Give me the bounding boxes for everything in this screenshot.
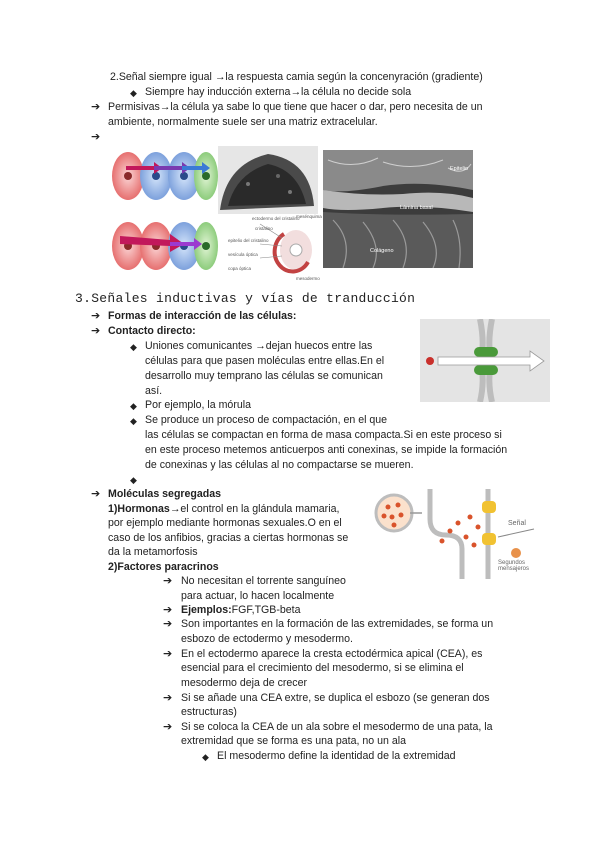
gap-junction-line-4: así. bbox=[145, 385, 163, 397]
paracrine-item-6-line-1: Si se coloca la CEA de un ala sobre el mesodermo de una pata, la bbox=[181, 721, 493, 733]
forms-heading: Formas de interacción de las células: bbox=[108, 310, 297, 322]
hormones-label: 1)Hormonas bbox=[108, 503, 170, 515]
arrow-bullet-icon: ➔ bbox=[91, 100, 101, 113]
compaction-line-1: Se produce un proceso de compactación, en el que bbox=[145, 414, 388, 426]
signal-label: Señal bbox=[508, 520, 526, 527]
hormones-line-1 bbox=[108, 502, 339, 517]
hormones-line-4: da la metamorfosis bbox=[108, 546, 198, 558]
label-ectoderm-lens: ectodermo del cristalino bbox=[252, 216, 300, 221]
hormones-line-2: por ejemplo mediante hormonas sexuales.O en el bbox=[108, 517, 342, 529]
mesoderm-identity-note: El mesodermo define la identidad de la extremidad bbox=[217, 750, 456, 762]
intro-line-3: Permisivas→la célula ya sabe lo que tiene que hacer o dar, pero necesita de un bbox=[108, 101, 483, 113]
paracrine-item-1-line-2: para actuar, lo hacen localmente bbox=[181, 590, 335, 602]
paracrine-item-3-line-1: Son importantes en la formación de las extremidades, se forma un bbox=[181, 618, 494, 630]
label-mesoderm: mesodermo bbox=[296, 276, 320, 281]
bullet-diamond-icon: ◆ bbox=[130, 402, 137, 412]
label-lens-epithelium: epitelio del cristalino bbox=[228, 238, 269, 243]
arrow-bullet-icon: ➔ bbox=[163, 647, 173, 660]
intro-line-1: 2.Señal siempre igual →la respuesta camia según la concenyración (gradiente) bbox=[110, 71, 483, 83]
induction-cells-figure bbox=[110, 146, 218, 286]
arrow-bullet-icon: ➔ bbox=[163, 691, 173, 704]
compaction-line-3: en este proceso metemos anticuerpos anti conexinas, se impide la formación bbox=[145, 444, 508, 456]
paracrine-item-1-line-1: No necesitan el torrente sanguíneo bbox=[181, 575, 346, 587]
paracrine-item-5-line-1: Si se añade una CEA extre, se duplica el esbozo (se generan dos bbox=[181, 692, 490, 704]
gap-junction-figure bbox=[420, 319, 550, 402]
paracrine-item-2 bbox=[181, 603, 301, 618]
arrow-bullet-icon: ➔ bbox=[163, 603, 173, 616]
intro-line-4: ambiente, normalmente suele ser una matriz extracelular. bbox=[108, 116, 378, 128]
label-optic-vesicle: vesícula óptica bbox=[228, 252, 258, 257]
hormones-text: →el control en la glándula mamaria, bbox=[169, 503, 340, 515]
label-basal-lamina: Lámina basal bbox=[400, 205, 433, 211]
arrow-bullet-icon: ➔ bbox=[91, 130, 101, 143]
paracrine-item-4-line-2: esencial para el crecimiento del mesodermo, si se elimina el bbox=[181, 662, 464, 674]
paracrine-heading: 2)Factores paracrinos bbox=[108, 561, 219, 573]
examples-text: FGF,TGB-beta bbox=[231, 604, 301, 616]
intro-line-2: Siempre hay inducción externa→la célula no decide sola bbox=[145, 86, 412, 98]
label-mesenchyme: mesénquima bbox=[296, 214, 322, 219]
compaction-line-4: de conexinas y las células al no compactarse se mueren. bbox=[145, 459, 414, 471]
examples-label: Ejemplos: bbox=[181, 604, 232, 616]
arrow-bullet-icon: ➔ bbox=[91, 487, 101, 500]
arrow-bullet-icon: ➔ bbox=[163, 720, 173, 733]
gap-junction-line-3: desarrollo muy temprano las células se comunican bbox=[145, 370, 383, 382]
arrow-bullet-icon: ➔ bbox=[91, 324, 101, 337]
bullet-diamond-icon: ◆ bbox=[130, 343, 137, 353]
hormones-line-3: caso de los anfibios, gracias a ciertas hormonas se bbox=[108, 532, 349, 544]
morula-example: Por ejemplo, la mórula bbox=[145, 399, 251, 411]
bullet-diamond-icon: ◆ bbox=[130, 476, 137, 486]
second-messengers-label: Segundos mensajeros bbox=[498, 560, 530, 572]
paracrine-item-3-line-2: esbozo de ectodermo y mesodermo. bbox=[181, 633, 353, 645]
paracrine-item-6-line-2: extremidad que se forma es una pata, no un ala bbox=[181, 735, 406, 747]
label-optic-cup: copa óptica bbox=[228, 266, 252, 271]
direct-contact-heading: Contacto directo: bbox=[108, 325, 196, 337]
bullet-diamond-icon: ◆ bbox=[130, 417, 137, 427]
arrow-bullet-icon: ➔ bbox=[163, 617, 173, 630]
label-lens: cristalino bbox=[255, 226, 273, 231]
paracrine-item-5-line-2: estructuras) bbox=[181, 706, 237, 718]
arrow-bullet-icon: ➔ bbox=[91, 309, 101, 322]
label-collagen: Colágeno bbox=[370, 248, 394, 254]
bullet-diamond-icon: ◆ bbox=[130, 89, 137, 99]
bullet-diamond-icon: ◆ bbox=[202, 753, 209, 763]
label-epithelium: Epitelio bbox=[450, 166, 469, 172]
paracrine-item-4-line-1: En el ectodermo aparece la cresta ectodérmica apical (CEA), es bbox=[181, 648, 483, 660]
secreted-molecules-heading: Moléculas segregadas bbox=[108, 488, 222, 500]
gap-junction-line-2: células para que pasen moléculas entre ellas.En el bbox=[145, 355, 385, 367]
gap-junction-line-1: Uniones comunicantes →dejan huecos entre las bbox=[145, 340, 373, 352]
section-3-heading: 3.Señales inductivas y vías de tranducción bbox=[75, 291, 416, 306]
arrow-bullet-icon: ➔ bbox=[163, 574, 173, 587]
paracrine-item-4-line-3: mesodermo deja de crecer bbox=[181, 677, 308, 689]
compaction-line-2: las células se compactan en forma de masa compacta.Si en este proceso si bbox=[145, 429, 502, 441]
